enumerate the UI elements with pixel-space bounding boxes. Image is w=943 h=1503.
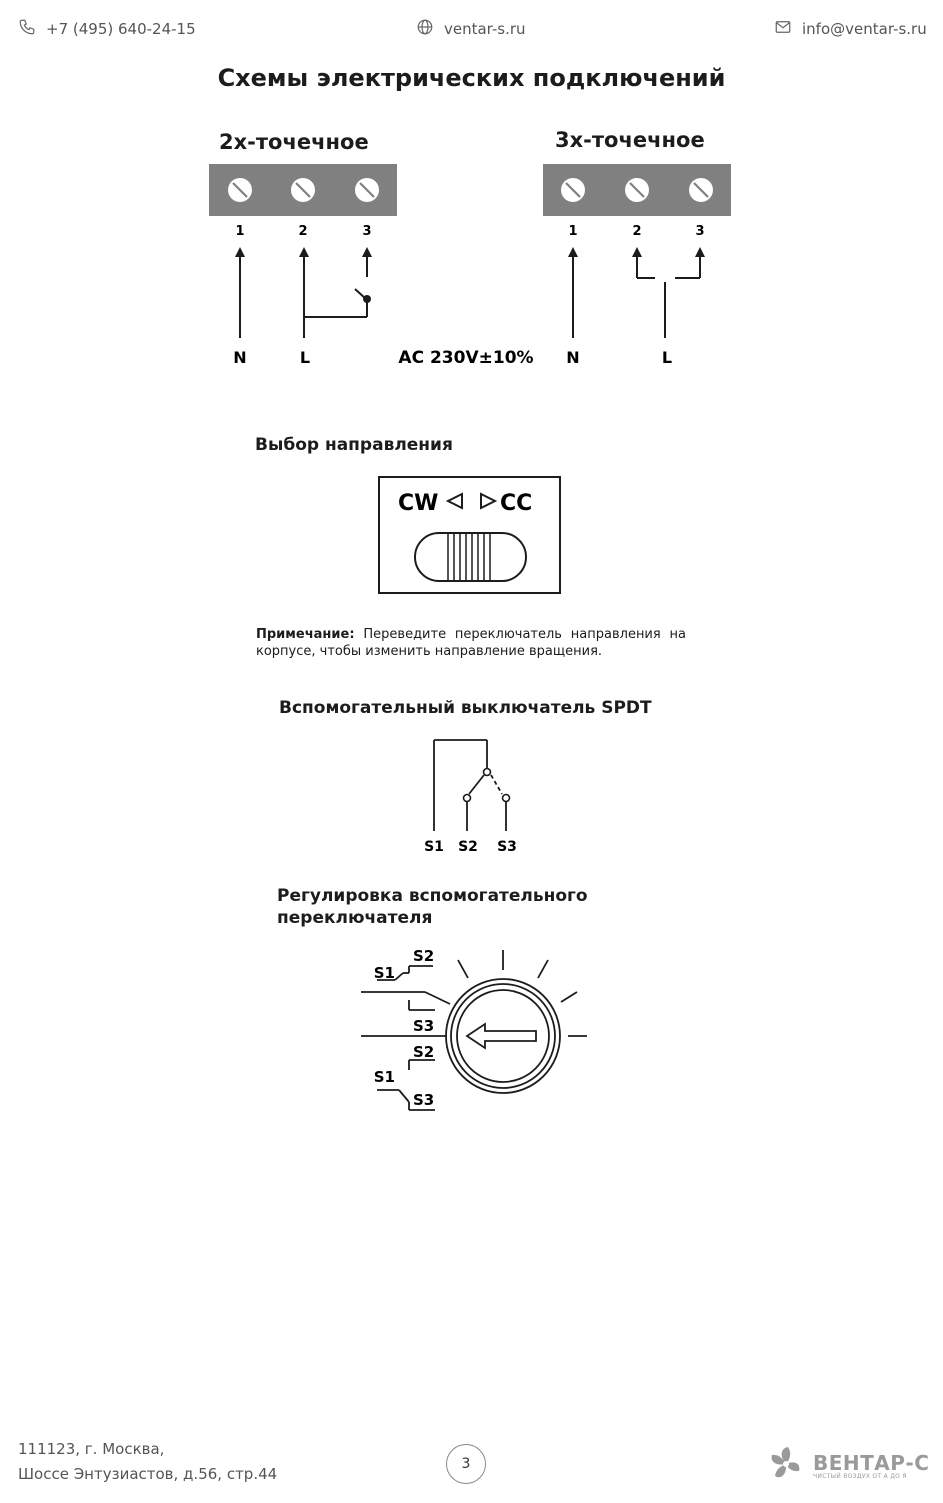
direction-note [256, 626, 686, 660]
terminal-number: 1 [235, 224, 245, 239]
switch-slot [415, 533, 526, 581]
s3-label: S3 [413, 1017, 435, 1035]
voltage-label: AC 230V±10% [398, 348, 534, 368]
s3-label: S3 [497, 839, 517, 855]
s2-label: S2 [458, 839, 478, 855]
phone-text: +7 (495) 640-24-15 [46, 20, 196, 38]
line-label: L [661, 348, 673, 367]
address-line1: 111123, г. Москва, [18, 1440, 165, 1458]
line-label: L [299, 348, 311, 367]
dial-arrow-icon [467, 1024, 536, 1048]
direction-title: Выбор направления [255, 435, 453, 455]
adjust-title-line2: переключателя [277, 908, 433, 928]
page-title: Схемы электрических подключений [217, 64, 726, 92]
spdt-diagram [410, 730, 540, 860]
adjust-title [277, 885, 588, 929]
neutral-label: N [233, 348, 247, 367]
s1-label: S1 [373, 964, 395, 982]
terminal-number: 3 [695, 224, 705, 239]
wires-2pt [240, 252, 367, 338]
s2-label: S2 [413, 947, 435, 965]
wiring-diagram [0, 0, 943, 400]
site-text: ventar-s.ru [444, 20, 526, 38]
footer-address [18, 1437, 277, 1487]
cw-label: CW [398, 491, 439, 516]
s2-label: S2 [413, 1043, 435, 1061]
wires-3pt [573, 252, 700, 338]
neutral-label: N [566, 348, 580, 367]
adjust-diagram [355, 940, 595, 1120]
direction-switch [378, 476, 562, 596]
logo-name: ВЕНТАР-С [813, 1450, 930, 1475]
page-number: 3 [446, 1444, 486, 1484]
terminal-number: 2 [298, 224, 308, 239]
spdt-title: Вспомогательный выключатель SPDT [279, 698, 652, 718]
switch-contact [363, 295, 371, 303]
s1-label: S1 [373, 1068, 395, 1086]
logo-slogan: ЧИСТЫЙ ВОЗДУХ ОТ А ДО Я [813, 1472, 907, 1480]
terminal-number: 1 [568, 224, 578, 239]
cc-label: CC [500, 491, 533, 516]
terminal-number: 3 [362, 224, 372, 239]
email-text: info@ventar-s.ru [802, 20, 927, 38]
s1-label: S1 [424, 839, 444, 855]
note-label: Примечание: [256, 627, 355, 642]
note-text: Переведите переключатель направления на корпусе, чтобы изменить направление вращения. [256, 627, 687, 659]
terminal-number: 2 [632, 224, 642, 239]
fan-logo-icon [765, 1444, 807, 1488]
address-line2: Шоссе Энтузиастов, д.56, стр.44 [18, 1465, 278, 1483]
adjust-title-line1: Регулировка вспомогательного [277, 886, 588, 906]
company-logo[interactable] [765, 1444, 929, 1488]
two-point-title: 2х-точечное [219, 130, 369, 154]
three-point-title: 3х-точечное [555, 128, 705, 152]
s3-label: S3 [413, 1091, 435, 1109]
